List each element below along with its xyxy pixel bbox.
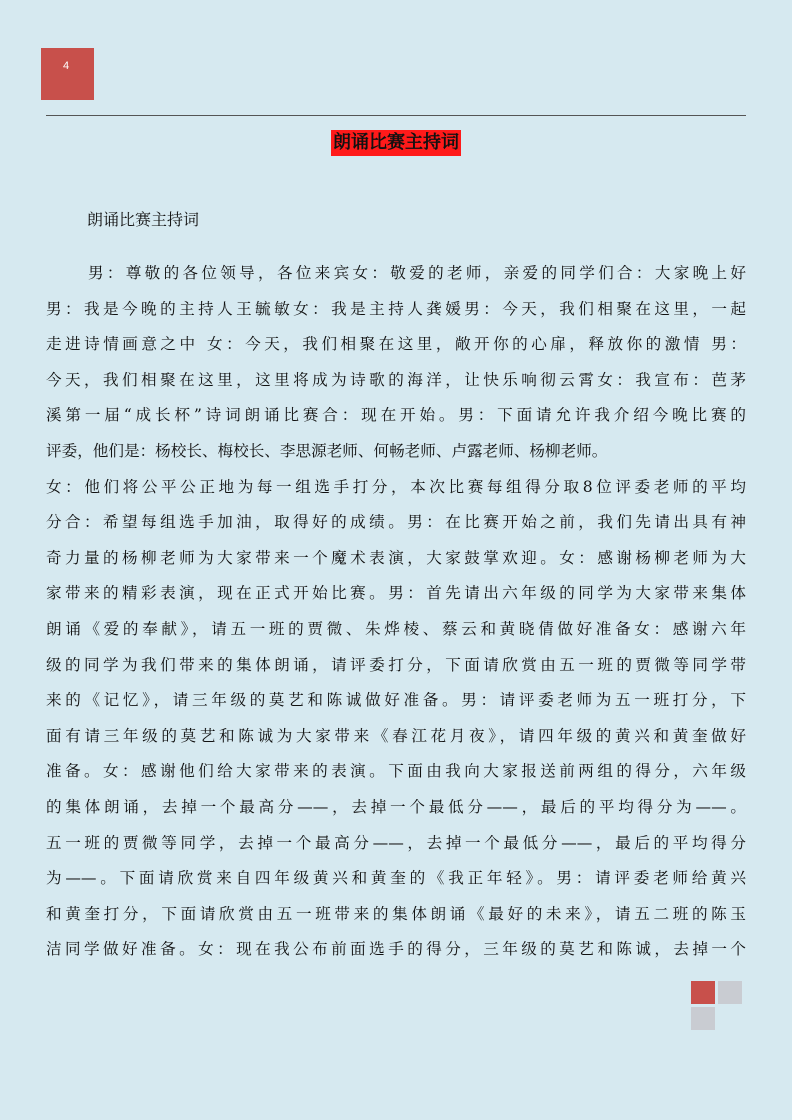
text-line: 走进诗情画意之中 女：今天，我们相聚在这里，敞开你的心扉，释放你的激情 男： bbox=[46, 335, 746, 354]
text-line: 评委，他们是：杨校长、梅校长、李思源老师、何畅老师、卢露老师、杨柳老师。 bbox=[46, 441, 608, 460]
page-number: 4 bbox=[63, 60, 70, 72]
text-line: 男：尊敬的各位领导，各位来宾女：敬爱的老师，亲爱的同学们合：大家晚上好 bbox=[88, 264, 746, 282]
deco-square-gray bbox=[718, 981, 742, 1004]
text-line: 溪第一届“成长杯”诗词朗诵比赛合：现在开始。男：下面请允许我介绍今晚比赛的 bbox=[46, 406, 746, 425]
text-line: 的集体朗诵，去掉一个最高分——，去掉一个最低分——，最后的平均得分为——。 bbox=[46, 797, 746, 816]
section-heading: 朗诵比赛主持词 bbox=[87, 210, 200, 229]
body-paragraph bbox=[46, 256, 746, 976]
text-line: 级的同学为我们带来的集体朗诵，请评委打分，下面请欣赏由五一班的贾微等同学带 bbox=[46, 655, 746, 674]
document-title: 朗诵比赛主持词 bbox=[331, 130, 461, 156]
text-line: 来的《记忆》，请三年级的莫艺和陈诚做好准备。男：请评委老师为五一班打分，下 bbox=[46, 691, 746, 710]
text-line: 洁同学做好准备。女：现在我公布前面选手的得分，三年级的莫艺和陈诚，去掉一个 bbox=[46, 940, 746, 959]
page-number-box bbox=[41, 48, 94, 100]
text-line: 为——。下面请欣赏来自四年级黄兴和黄奎的《我正年轻》。男：请评委老师给黄兴 bbox=[46, 869, 746, 888]
decorative-squares bbox=[691, 981, 745, 1033]
deco-square-gray bbox=[691, 1007, 715, 1030]
text-line: 奇力量的杨柳老师为大家带来一个魔术表演，大家鼓掌欢迎。女：感谢杨柳老师为大 bbox=[46, 548, 746, 567]
text-line: 面有请三年级的莫艺和陈诚为大家带来《春江花月夜》，请四年级的黄兴和黄奎做好 bbox=[46, 726, 746, 745]
text-line: 男：我是今晚的主持人王毓敏女：我是主持人龚媛男：今天，我们相聚在这里，一起 bbox=[46, 299, 746, 318]
text-line: 和黄奎打分，下面请欣赏由五一班带来的集体朗诵《最好的未来》，请五二班的陈玉 bbox=[46, 904, 746, 923]
header-divider bbox=[46, 115, 746, 116]
text-line: 五一班的贾微等同学，去掉一个最高分——，去掉一个最低分——，最后的平均得分 bbox=[46, 833, 746, 852]
text-line: 今天，我们相聚在这里，这里将成为诗歌的海洋，让快乐响彻云霄女：我宣布：芭茅 bbox=[46, 370, 746, 389]
deco-square-red bbox=[691, 981, 715, 1004]
text-line: 准备。女：感谢他们给大家带来的表演。下面由我向大家报送前两组的得分，六年级 bbox=[46, 762, 746, 781]
text-line: 朗诵《爱的奉献》，请五一班的贾微、朱烨棱、蔡云和黄晓倩做好准备女：感谢六年 bbox=[46, 619, 746, 638]
document-title-container bbox=[0, 130, 792, 156]
text-line: 家带来的精彩表演，现在正式开始比赛。男：首先请出六年级的同学为大家带来集体 bbox=[46, 584, 746, 603]
text-line: 分合：希望每组选手加油，取得好的成绩。男：在比赛开始之前，我们先请出具有神 bbox=[46, 513, 746, 532]
text-line: 女：他们将公平公正地为每一组选手打分，本次比赛每组得分取8位评委老师的平均 bbox=[46, 477, 746, 496]
